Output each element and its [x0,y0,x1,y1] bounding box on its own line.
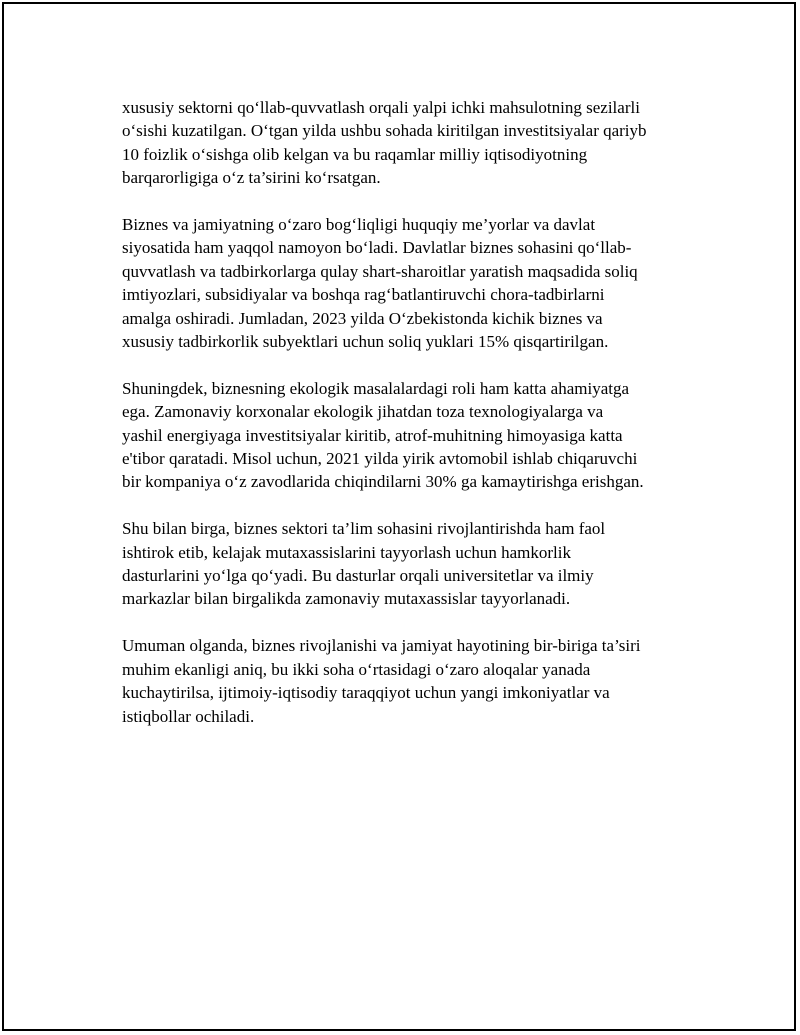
text-line: 10 foizlik o‘sishga olib kelgan va bu raqamlar milliy iqtisodiyotning [122,144,588,164]
text-line: e'tibor qaratadi. Misol uchun, 2021 yilda yirik avtomobil ishlab chiqaruvchi [122,449,638,469]
paragraph-4 [122,517,702,611]
text-line: yashil energiyaga investitsiyalar kiritib, atrof-muhitning himoyasiga katta [122,425,623,445]
text-line: xususiy sektorni qo‘llab-quvvatlash orqali yalpi ichki mahsulotning sezilarli [122,98,640,117]
text-line: Biznes va jamiyatning o‘zaro bog‘liqligi huquqiy me’yorlar va davlat [122,215,596,235]
text-line: kuchaytirilsa, ijtimoiy-iqtisodiy taraqqiyot uchun yangi imkoniyatlar va [122,683,610,703]
text-line: o‘sishi kuzatilgan. O‘tgan yilda ushbu sohada kiritilgan investitsiyalar qariyb [122,121,647,141]
text-line: ega. Zamonaviy korxonalar ekologik jihatdan toza texnologiyalarga va [122,402,604,422]
text-line: istiqbollar ochiladi. [122,706,255,726]
text-line: imtiyozlari, subsidiyalar va boshqa rag‘batlantiruvchi chora-tadbirlarni [122,285,605,305]
document-body [122,96,702,751]
paragraph-3 [122,377,702,494]
text-line: muhim ekanligi aniq, bu ikki soha o‘rtasidagi o‘zaro aloqalar yanada [122,659,591,679]
text-line: Shu bilan birga, biznes sektori ta’lim sohasini rivojlantirishda ham faol [122,519,606,539]
text-line: dasturlarini yo‘lga qo‘yadi. Bu dasturlar orqali universitetlar va ilmiy [122,566,594,586]
text-line: xususiy tadbirkorlik subyektlari uchun soliq yuklari 15% qisqartirilgan. [122,332,609,352]
text-line: bir kompaniya o‘z zavodlarida chiqindilarni 30% ga kamaytirishga erishgan. [122,472,644,492]
paragraph-1 [122,96,702,190]
page-frame [2,2,796,1031]
text-line: amalga oshiradi. Jumladan, 2023 yilda O‘zbekistonda kichik biznes va [122,308,603,328]
text-line: markazlar bilan birgalikda zamonaviy mutaxassislar tayyorlanadi. [122,589,571,609]
text-line: ishtirok etib, kelajak mutaxassislarini tayyorlash uchun hamkorlik [122,542,571,562]
paragraph-2 [122,213,702,353]
text-line: siyosatida ham yaqqol namoyon bo‘ladi. Davlatlar biznes sohasini qo‘llab- [122,238,632,258]
text-line: Umuman olganda, biznes rivojlanishi va jamiyat hayotining bir-biriga ta’siri [122,636,641,656]
paragraph-5 [122,634,702,728]
text-line: Shuningdek, biznesning ekologik masalalardagi roli ham katta ahamiyatga [122,378,630,398]
text-line: quvvatlash va tadbirkorlarga qulay shart-sharoitlar yaratish maqsadida soliq [122,261,638,281]
text-line: barqarorligiga o‘z ta’sirini ko‘rsatgan. [122,168,381,188]
